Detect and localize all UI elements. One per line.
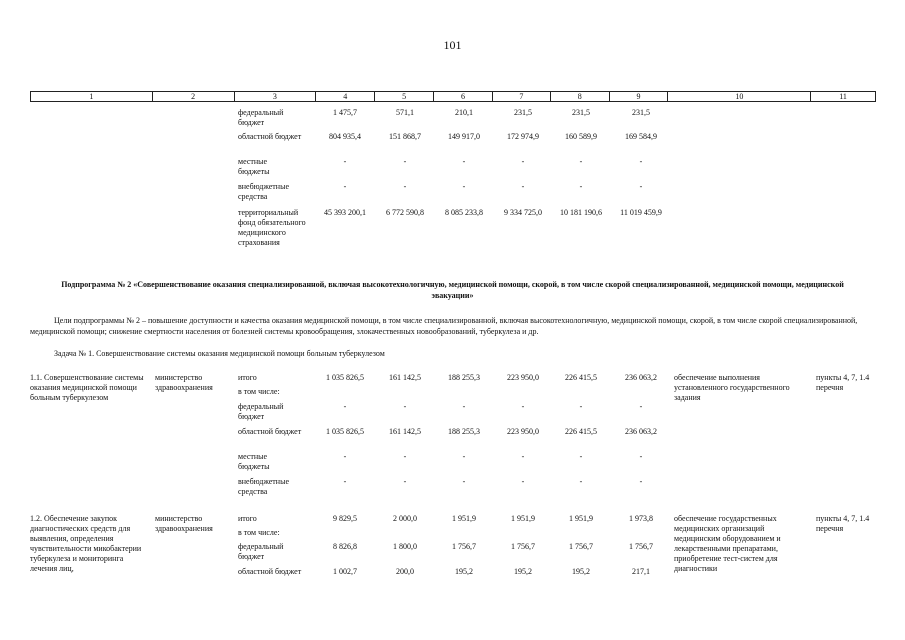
source-label: итого — [238, 514, 257, 523]
header-col-1: 1 — [31, 92, 153, 101]
header-col-3: 3 — [235, 92, 317, 101]
value-cell: 195,2 — [572, 567, 590, 576]
value-cell: 200,0 — [396, 567, 414, 576]
header-col-11: 11 — [839, 92, 847, 101]
source-label: внебюджетные средства — [238, 477, 289, 496]
header-col-6: 6 — [434, 92, 493, 101]
value-cell: - — [343, 452, 347, 461]
value-cell: - — [343, 157, 347, 166]
table-header-row — [30, 91, 876, 102]
value-cell: 226 415,5 — [565, 427, 597, 436]
value-cell: - — [521, 477, 525, 486]
header-col-5: 5 — [375, 92, 434, 101]
value-cell: - — [521, 157, 525, 166]
value-cell: 172 974,9 — [507, 132, 539, 141]
value-cell: - — [639, 402, 643, 411]
value-cell: 1 035 826,5 — [326, 427, 364, 436]
header-col-7: 7 — [493, 92, 551, 101]
header-col-2: 2 — [153, 92, 235, 101]
source-label: федеральный бюджет — [238, 542, 284, 561]
value-cell: 236 063,2 — [625, 427, 657, 436]
value-cell: - — [579, 402, 583, 411]
item-result: обеспечение государственных медицинских организаций медицинским оборудованием и лекарственными препаратами, приобретение тест-систем для диагностики — [674, 514, 781, 573]
source-label: внебюджетные средства — [238, 182, 289, 201]
source-label: областной бюджет — [238, 132, 302, 141]
value-cell: 571,1 — [396, 108, 414, 117]
value-cell: 1 756,7 — [569, 542, 593, 551]
value-cell: 195,2 — [514, 567, 532, 576]
value-cell: - — [579, 477, 583, 486]
value-cell: 223 950,0 — [507, 373, 539, 382]
source-label: местные бюджеты — [238, 157, 270, 176]
value-cell: - — [521, 452, 525, 461]
value-cell: 161 142,5 — [389, 427, 421, 436]
value-cell: 11 019 459,9 — [620, 208, 662, 217]
item-executor: министерство здравоохранения — [155, 373, 213, 392]
value-cell: 6 772 590,8 — [386, 208, 424, 217]
value-cell: 2 000,0 — [393, 514, 417, 523]
value-cell: - — [639, 182, 643, 191]
value-cell: - — [343, 477, 347, 486]
value-cell: - — [403, 477, 407, 486]
value-cell: - — [639, 477, 643, 486]
value-cell: 9 829,5 — [333, 514, 357, 523]
source-label: областной бюджет — [238, 567, 302, 576]
value-cell: 1 951,9 — [569, 514, 593, 523]
value-cell: - — [639, 452, 643, 461]
source-label: областной бюджет — [238, 427, 302, 436]
value-cell: 217,1 — [632, 567, 650, 576]
value-cell: 226 415,5 — [565, 373, 597, 382]
value-cell: 188 255,3 — [448, 373, 480, 382]
value-cell: 45 393 200,1 — [324, 208, 366, 217]
item-name: 1.2. Обеспечение закупок диагностических средств для выявления, определения чувствительности микобактерии туберкулеза и мониторинга лечения лиц, — [30, 514, 142, 573]
value-cell: - — [521, 402, 525, 411]
value-cell: 8 085 233,8 — [445, 208, 483, 217]
value-cell: - — [462, 477, 466, 486]
source-label: в том числе: — [238, 387, 280, 396]
source-label: федеральный бюджет — [238, 108, 284, 127]
value-cell: 223 950,0 — [507, 427, 539, 436]
value-cell: - — [579, 182, 583, 191]
source-label: местные бюджеты — [238, 452, 270, 471]
header-col-8: 8 — [551, 92, 610, 101]
value-cell: - — [403, 182, 407, 191]
value-cell: - — [403, 157, 407, 166]
value-cell: - — [462, 182, 466, 191]
value-cell: 1 002,7 — [333, 567, 357, 576]
value-cell: - — [579, 157, 583, 166]
value-cell: 1 800,0 — [393, 542, 417, 551]
value-cell: - — [403, 452, 407, 461]
item-indicators: пункты 4, 7, 1.4 перечня — [816, 373, 870, 392]
item-result: обеспечение выполнения установленного государственного задания — [674, 373, 790, 402]
value-cell: - — [462, 402, 466, 411]
value-cell: 210,1 — [455, 108, 473, 117]
value-cell: 1 756,7 — [452, 542, 476, 551]
source-label: федеральный бюджет — [238, 402, 284, 421]
value-cell: 9 334 725,0 — [504, 208, 542, 217]
value-cell: 236 063,2 — [625, 373, 657, 382]
value-cell: 149 917,0 — [448, 132, 480, 141]
value-cell: 231,5 — [572, 108, 590, 117]
value-cell: 195,2 — [455, 567, 473, 576]
value-cell: - — [521, 182, 525, 191]
header-col-9: 9 — [610, 92, 669, 101]
value-cell: 1 973,8 — [629, 514, 653, 523]
value-cell: 1 756,7 — [511, 542, 535, 551]
item-executor: министерство здравоохранения — [155, 514, 213, 533]
value-cell: 160 589,9 — [565, 132, 597, 141]
value-cell: - — [403, 402, 407, 411]
subprogram-title: Подпрограмма № 2 «Совершенствование оказания специализированной, включая высокотехнологичную, медицинской помощи, скорой, в том числе скорой специализированной, медицинской помощи, медицинской эвакуации» — [61, 280, 844, 300]
value-cell: 231,5 — [514, 108, 532, 117]
value-cell: 10 181 190,6 — [560, 208, 602, 217]
page-number: 101 — [443, 38, 462, 52]
value-cell: 151 868,7 — [389, 132, 421, 141]
value-cell: 188 255,3 — [448, 427, 480, 436]
goals-paragraph: Цели подпрограммы № 2 – повышение доступности и качества оказания медицинской помощи, в том числе специализированной, включая высокотехнологичную, медицинской помощи, скорой, в том числе скорой специализированной, медицинской помощи; снижение смертности населения от болезней системы кровообращения, злокачественных новообразований, туберкулеза и др. — [30, 316, 858, 336]
task-heading: Задача № 1. Совершенствование системы оказания медицинской помощи больным туберкулезом — [54, 349, 385, 358]
value-cell: 231,5 — [632, 108, 650, 117]
value-cell: 1 951,9 — [511, 514, 535, 523]
value-cell: 1 035 826,5 — [326, 373, 364, 382]
value-cell: 169 584,9 — [625, 132, 657, 141]
header-col-10: 10 — [668, 92, 811, 101]
value-cell: 804 935,4 — [329, 132, 361, 141]
source-label: итого — [238, 373, 257, 382]
value-cell: - — [343, 182, 347, 191]
header-col-4: 4 — [316, 92, 375, 101]
value-cell: 1 756,7 — [629, 542, 653, 551]
source-label: в том числе: — [238, 528, 280, 537]
value-cell: - — [579, 452, 583, 461]
value-cell: - — [343, 402, 347, 411]
value-cell: 161 142,5 — [389, 373, 421, 382]
value-cell: - — [462, 157, 466, 166]
value-cell: 1 951,9 — [452, 514, 476, 523]
item-name: 1.1. Совершенствование системы оказания медицинской помощи больным туберкулезом — [30, 373, 144, 402]
value-cell: - — [639, 157, 643, 166]
source-label: территориальный фонд обязательного медицинского страхования — [238, 208, 306, 247]
value-cell: 1 475,7 — [333, 108, 357, 117]
value-cell: 8 826,8 — [333, 542, 357, 551]
item-indicators: пункты 4, 7, 1.4 перечня — [816, 514, 870, 533]
value-cell: - — [462, 452, 466, 461]
